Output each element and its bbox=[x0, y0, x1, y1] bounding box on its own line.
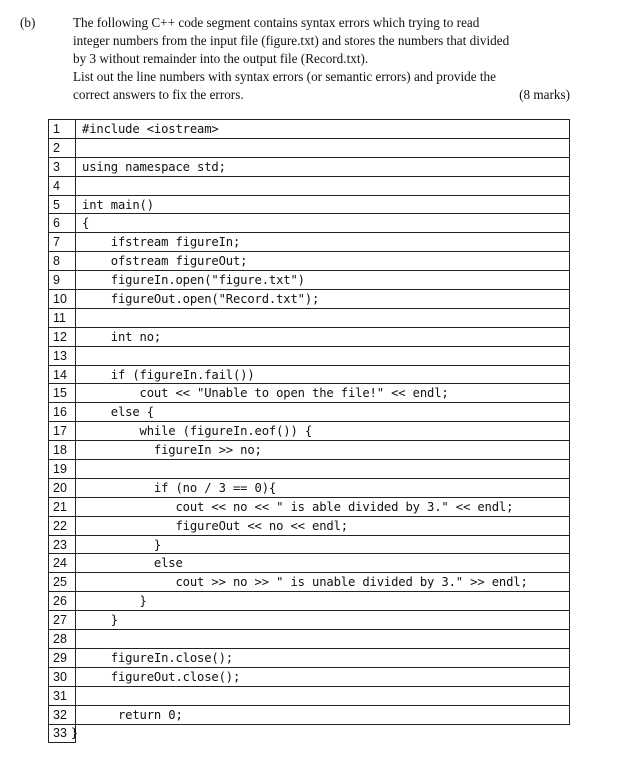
code-row bbox=[49, 120, 570, 139]
code-line bbox=[76, 346, 570, 365]
code-line: { bbox=[76, 214, 570, 233]
question-marks: (8 marks) bbox=[519, 87, 570, 102]
code-row bbox=[49, 422, 570, 441]
line-number: 22 bbox=[49, 516, 76, 535]
code-row bbox=[49, 497, 570, 516]
code-row bbox=[49, 327, 570, 346]
code-empty-cell bbox=[76, 724, 570, 742]
question-text-line: correct answers to fix the errors. bbox=[73, 87, 244, 102]
line-number: 23 bbox=[49, 535, 76, 554]
line-number: 26 bbox=[49, 592, 76, 611]
question-text-line: by 3 without remainder into the output file (Record.txt). bbox=[73, 51, 369, 66]
code-line bbox=[76, 176, 570, 195]
code-line: int no; bbox=[76, 327, 570, 346]
code-line: ifstream figureIn; bbox=[76, 233, 570, 252]
code-line: } bbox=[76, 611, 570, 630]
code-row bbox=[49, 516, 570, 535]
line-number: 9 bbox=[49, 271, 76, 290]
code-row bbox=[49, 441, 570, 460]
line-number: 4 bbox=[49, 176, 76, 195]
code-row bbox=[49, 403, 570, 422]
line-number: 33 bbox=[53, 726, 67, 741]
code-row bbox=[49, 611, 570, 630]
code-row bbox=[49, 290, 570, 309]
question-text-line: List out the line numbers with syntax errors (or semantic errors) and provide the bbox=[73, 69, 496, 84]
code-row bbox=[49, 667, 570, 686]
code-line bbox=[76, 686, 570, 705]
code-line bbox=[76, 460, 570, 479]
code-row bbox=[49, 460, 570, 479]
code-line bbox=[76, 630, 570, 649]
code-line: else { bbox=[76, 403, 570, 422]
line-number: 3 bbox=[49, 157, 76, 176]
line-number: 18 bbox=[49, 441, 76, 460]
code-line: ofstream figureOut; bbox=[76, 252, 570, 271]
question-text-line: integer numbers from the input file (figure.txt) and stores the numbers that divided bbox=[73, 33, 510, 48]
line-number: 12 bbox=[49, 327, 76, 346]
line-number: 21 bbox=[49, 497, 76, 516]
code-line: int main() bbox=[76, 195, 570, 214]
code-line: figureOut << no << endl; bbox=[76, 516, 570, 535]
code-row bbox=[49, 686, 570, 705]
code-row bbox=[49, 535, 570, 554]
code-row bbox=[49, 346, 570, 365]
line-number: 24 bbox=[49, 554, 76, 573]
line-number: 14 bbox=[49, 365, 76, 384]
code-line: figureOut.open("Record.txt"); bbox=[76, 290, 570, 309]
code-row bbox=[49, 195, 570, 214]
line-number: 13 bbox=[49, 346, 76, 365]
question-block bbox=[0, 0, 622, 110]
line-number: 11 bbox=[49, 308, 76, 327]
code-row bbox=[49, 308, 570, 327]
line-number: 27 bbox=[49, 611, 76, 630]
code-line: } bbox=[76, 535, 570, 554]
line-number: 20 bbox=[49, 478, 76, 497]
line-number: 16 bbox=[49, 403, 76, 422]
code-line: if (no / 3 == 0){ bbox=[76, 478, 570, 497]
code-row bbox=[49, 233, 570, 252]
question-text-line: The following C++ code segment contains syntax errors which trying to read bbox=[73, 15, 480, 30]
code-line: } bbox=[76, 592, 570, 611]
line-number: 7 bbox=[49, 233, 76, 252]
question-label: (b) bbox=[20, 15, 36, 30]
code-row bbox=[49, 176, 570, 195]
code-row bbox=[49, 157, 570, 176]
code-line: figureIn >> no; bbox=[76, 441, 570, 460]
line-number: 32 bbox=[49, 705, 76, 724]
line-number: 2 bbox=[49, 138, 76, 157]
code-row bbox=[49, 138, 570, 157]
code-row bbox=[49, 648, 570, 667]
code-line: while (figureIn.eof()) { bbox=[76, 422, 570, 441]
code-line: using namespace std; bbox=[76, 157, 570, 176]
code-line: cout << no << " is able divided by 3." << endl; bbox=[76, 497, 570, 516]
code-row bbox=[49, 705, 570, 724]
code-table-body bbox=[49, 120, 570, 743]
code-row bbox=[49, 384, 570, 403]
code-row bbox=[49, 271, 570, 290]
code-line bbox=[76, 138, 570, 157]
code-row bbox=[49, 592, 570, 611]
line-number: 5 bbox=[49, 195, 76, 214]
code-line: } bbox=[70, 726, 79, 741]
line-number: 8 bbox=[49, 252, 76, 271]
code-line: if (figureIn.fail()) bbox=[76, 365, 570, 384]
code-row bbox=[49, 554, 570, 573]
line-number: 30 bbox=[49, 667, 76, 686]
code-line: else bbox=[76, 554, 570, 573]
code-row bbox=[49, 630, 570, 649]
code-table bbox=[48, 119, 570, 743]
line-number: 25 bbox=[49, 573, 76, 592]
line-number-cell bbox=[49, 724, 79, 742]
code-line: figureIn.close(); bbox=[76, 648, 570, 667]
line-number: 17 bbox=[49, 422, 76, 441]
code-row bbox=[49, 724, 570, 742]
code-line bbox=[76, 308, 570, 327]
line-number: 31 bbox=[49, 686, 76, 705]
line-number: 28 bbox=[49, 630, 76, 649]
code-row bbox=[49, 573, 570, 592]
line-number: 1 bbox=[49, 120, 76, 139]
line-number: 29 bbox=[49, 648, 76, 667]
code-row bbox=[49, 214, 570, 233]
code-line: figureIn.open("figure.txt") bbox=[76, 271, 570, 290]
line-number: 15 bbox=[49, 384, 76, 403]
line-number: 6 bbox=[49, 214, 76, 233]
line-number: 10 bbox=[49, 290, 76, 309]
code-line: cout << "Unable to open the file!" << endl; bbox=[76, 384, 570, 403]
code-line: figureOut.close(); bbox=[76, 667, 570, 686]
code-row bbox=[49, 365, 570, 384]
code-line: cout >> no >> " is unable divided by 3." >> endl; bbox=[76, 573, 570, 592]
code-row bbox=[49, 252, 570, 271]
line-number: 19 bbox=[49, 460, 76, 479]
code-line: #include <iostream> bbox=[76, 120, 570, 139]
code-line: return 0; bbox=[76, 705, 570, 724]
code-row bbox=[49, 478, 570, 497]
